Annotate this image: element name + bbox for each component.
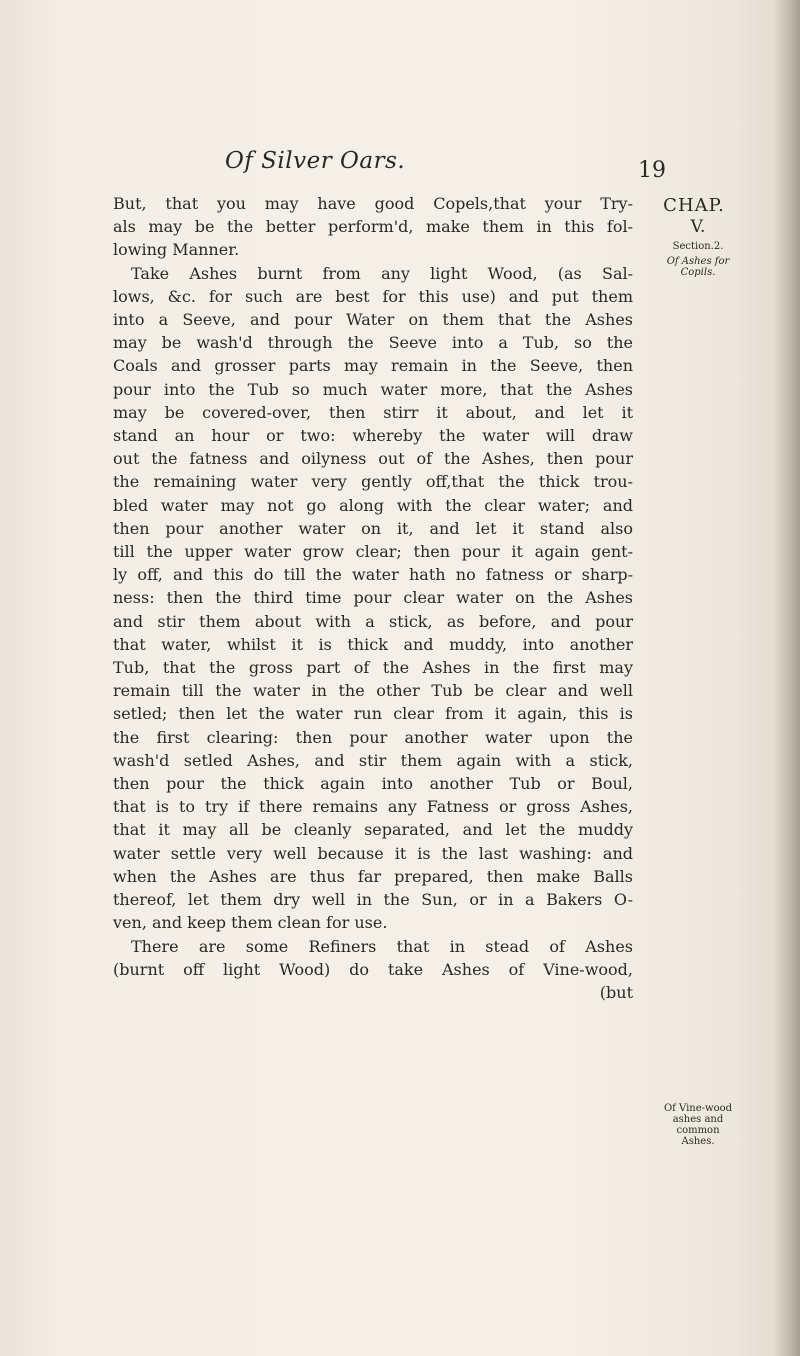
text-line: (but xyxy=(599,982,633,1002)
text-line: als may be the better perform'd, make them in this fol- xyxy=(113,217,633,237)
margin-note-ashes: Of Ashes for Copils. xyxy=(666,256,730,278)
running-title: Of Silver Oars. xyxy=(225,148,406,174)
text-line: setled; then let the water run clear from it again, this is xyxy=(113,704,633,724)
text-line: then pour the thick again into another Tub or Boul, xyxy=(113,774,633,794)
text-line: out the fatness and oilyness out of the Ashes, then pour xyxy=(113,449,633,469)
text-line: stand an hour or two: whereby the water will draw xyxy=(113,426,633,446)
text-line: (burnt off light Wood) do take Ashes of Vine-wood, xyxy=(113,959,633,979)
text-line: lows, &c. for such are best for this use) and put them xyxy=(113,286,633,306)
text-line: thereof, let them dry well in the Sun, or in a Bakers O- xyxy=(113,890,633,910)
text-line: lowing Manner. xyxy=(113,240,240,260)
body-text xyxy=(113,192,633,1004)
text-line: may be covered-over, then stirr it about, and let it xyxy=(113,402,633,422)
text-line: But, that you may have good Copels,that your Try- xyxy=(113,194,633,213)
text-line: bled water may not go along with the clear water; and xyxy=(113,495,633,515)
text-line: wash'd setled Ashes, and stir them again with a stick, xyxy=(113,750,633,770)
text-line: that water, whilst it is thick and muddy, into another xyxy=(113,634,633,654)
text-line: Take Ashes burnt from any light Wood, (as Sal- xyxy=(131,263,633,283)
margin-chapter-number: V. xyxy=(690,217,706,237)
text-line: ly off, and this do till the water hath no fatness or sharp- xyxy=(113,565,633,585)
text-line: into a Seeve, and pour Water on them that the Ashes xyxy=(113,310,633,330)
text-line: the remaining water very gently off,that the thick trou- xyxy=(113,472,633,492)
text-line: ven, and keep them clean for use. xyxy=(113,913,388,933)
text-line: remain till the water in the other Tub be clear and well xyxy=(113,681,633,701)
text-line: ness: then the third time pour clear water on the Ashes xyxy=(113,588,633,608)
text-line: water settle very well because it is the last washing: and xyxy=(113,843,633,863)
text-line: may be wash'd through the Seeve into a Tub, so the xyxy=(113,333,633,353)
page-edge-shadow xyxy=(774,0,800,1356)
text-line: pour into the Tub so much water more, that the Ashes xyxy=(113,379,633,399)
text-line: the first clearing: then pour another water upon the xyxy=(113,727,633,747)
text-line: when the Ashes are thus far prepared, then make Balls xyxy=(113,866,633,886)
margin-section: Section.2. xyxy=(672,241,724,252)
text-line: Tub, that the gross part of the Ashes in the first may xyxy=(113,658,633,678)
text-line: then pour another water on it, and let it stand also xyxy=(113,518,633,538)
text-line: Coals and grosser parts may remain in the Seeve, then xyxy=(113,356,633,376)
text-line: that is to try if there remains any Fatness or gross Ashes, xyxy=(113,797,633,817)
text-line: that it may all be cleanly separated, and let the muddy xyxy=(113,820,633,840)
text-line: till the upper water grow clear; then pour it again gent- xyxy=(113,542,633,562)
margin-chapter: CHAP. xyxy=(663,195,725,216)
page-number: 19 xyxy=(638,158,666,183)
text-line: There are some Refiners that in stead of Ashes xyxy=(131,936,633,956)
text-line: and stir them about with a stick, as before, and pour xyxy=(113,611,633,631)
margin-note-vine-wood: Of Vine-wood ashes and common Ashes. xyxy=(663,1103,733,1147)
